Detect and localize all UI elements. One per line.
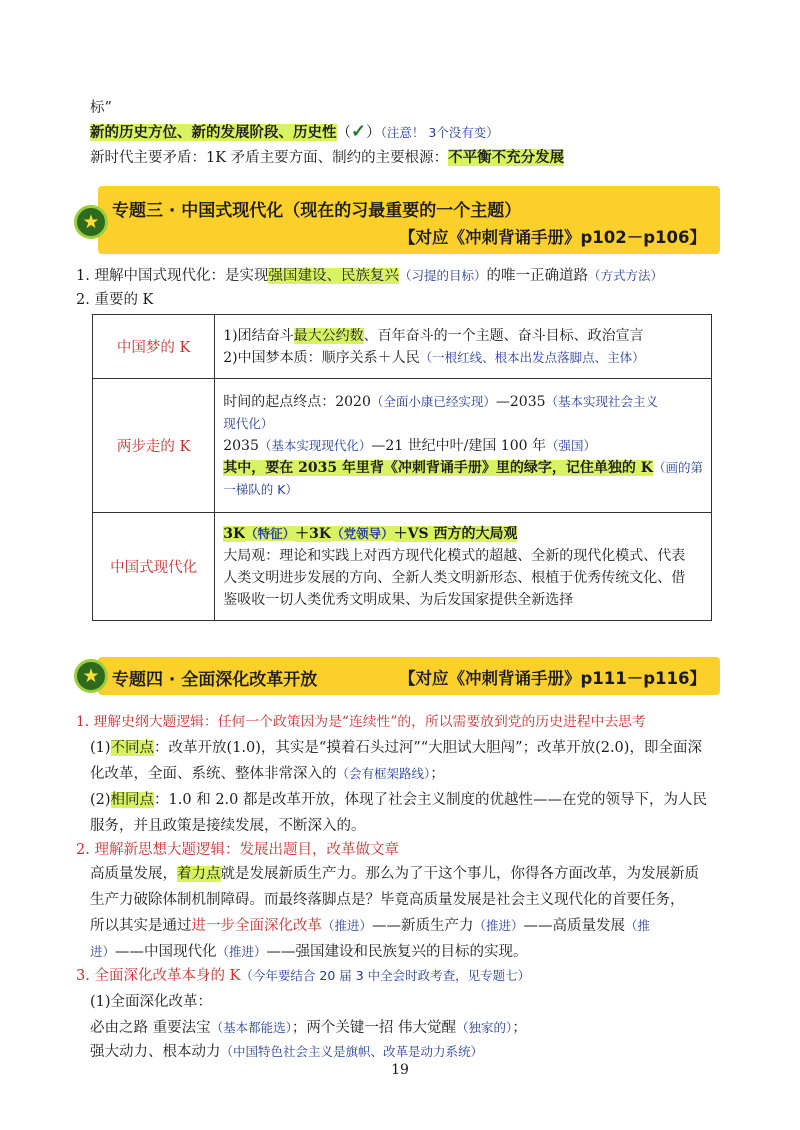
paragraph-line: 高质量发展，着力点就是发展新质生产力。那么为了干这个事儿，你得各方面改革，为发展新质 [90, 866, 699, 882]
main-contradiction-line: 新时代主要矛盾：1K 矛盾主要方面、制约的主要根源：不平衡不充分发展 [90, 149, 565, 166]
section3-title: 专题三 · 中国式现代化（现在的习最重要的一个主题） [112, 201, 522, 221]
table-row: 中国式现代化 3K（特征）＋3K（党领导）＋VS 西方的大局观 大局观：理论和实践上对西方现代化模式的超越、全新的现代化模式、代表 人类文明进步发展的方向、全新人类文明新形态、根植于优秀传统文化、借 鉴吸收一切人类优秀文明成果、为后发国家提供全新选择 [93, 513, 712, 621]
section4-point3-title: 3. 全面深化改革本身的 K（今年要结合 20 届 3 中全会时政考查，见专题七） [76, 968, 531, 984]
section3-reference: 【对应《冲刺背诵手册》p102－p106】 [398, 228, 706, 247]
row-key-modernization: 中国式现代化 [93, 513, 215, 621]
page-number: 19 [391, 1062, 409, 1078]
paragraph-line: (1)全面深化改革： [90, 994, 213, 1010]
star-badge-icon: ★ [74, 205, 108, 239]
paragraph-line: 生产力破除体制机制障碍。而最终落脚点是？毕竟高质量发展是社会主义现代化的首要任务， [90, 892, 685, 908]
paragraph-line: (1)不同点：改革开放(1.0)，其实是“摸着石头过河”“大胆试大胆闯”；改革开放(2.0)，即全面深 [90, 740, 702, 756]
section3-banner [98, 186, 720, 254]
paragraph-line: 强大动力、根本动力（中国特色社会主义是旗帜、改革是动力系统） [90, 1044, 484, 1060]
star-badge-icon: ★ [74, 659, 108, 693]
continued-text: 标” [90, 100, 112, 116]
section4-title: 专题四 · 全面深化改革开放 [112, 670, 318, 690]
key-points-table [92, 314, 712, 621]
row-key-two-steps: 两步走的 K [93, 379, 215, 513]
paragraph-line: (2)相同点：1.0 和 2.0 都是改革开放，体现了社会主义制度的优越性——在党的领导下，为人民 [90, 792, 707, 808]
section4-point2-title: 2. 理解新思想大题逻辑：发展出题目，改革做文章 [76, 842, 399, 858]
checkmark-icon: ✓ [351, 121, 367, 142]
section4-point1-title: 1. 理解史纲大题逻辑：任何一个政策因为是“连续性”的，所以需要放到党的历史进程中去思考 [76, 714, 646, 730]
historic-position-line: 新的历史方位、新的发展阶段、历史性（✓）（注意！ 3个没有变） [90, 121, 499, 142]
paragraph-line: 必由之路 重要法宝（基本都能选）；两个关键一招 伟大觉醒（独家的）； [90, 1020, 527, 1036]
table-row: 中国梦的 K 1)团结奋斗最大公约数、百年奋斗的一个主题、奋斗目标、政治宣言 2)中国梦本质：顺序关系＋人民（一根红线、根本出发点落脚点、主体） [93, 315, 712, 379]
table-row: 两步走的 K 时间的起点终点：2020（全面小康已经实现）—2035（基本实现社会主义 现代化） 2035（基本实现现代化）—21 世纪中叶/建国 100 年（强国） 其中，要在 2035 年里背《冲刺背诵手册》里的绿字，记住单独的 K（画的第 一梯队的 K） [93, 379, 712, 513]
section4-reference: 【对应《冲刺背诵手册》p111－p116】 [398, 669, 706, 688]
paragraph-line: 化改革，全面、系统、整体非常深入的（会有框架路线）； [90, 766, 445, 782]
paragraph-line: 服务，并且政策是接续发展，不断深入的。 [90, 818, 366, 834]
section3-item1: 1. 理解中国式现代化：是实现强国建设、民族复兴（习提的目标）的唯一正确道路（方式方法） [76, 268, 663, 284]
paragraph-line: 进）——中国现代化（推进）——强国建设和民族复兴的目标的实现。 [90, 944, 528, 960]
row-key-china-dream: 中国梦的 K [93, 315, 215, 379]
section3-item2: 2. 重要的 K [76, 292, 154, 308]
section4-banner [98, 657, 720, 695]
paragraph-line: 所以其实是通过进一步全面深化改革（推进）——新质生产力（推进）——高质量发展（推 [90, 918, 651, 934]
